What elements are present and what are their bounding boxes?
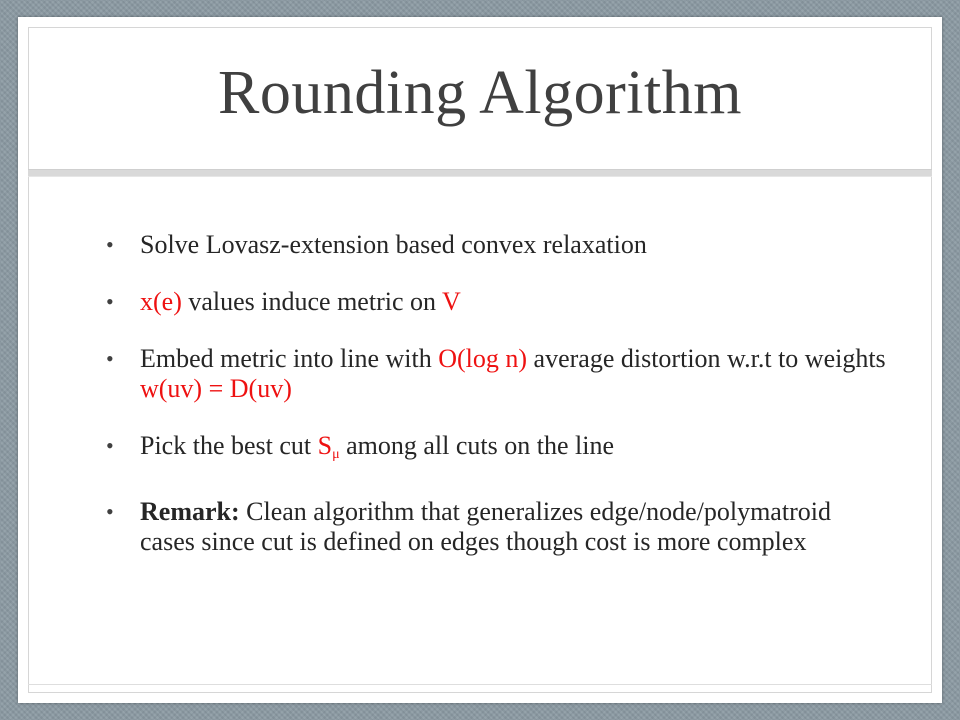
bullet-2-text: values induce metric on	[181, 287, 443, 316]
bullet-5-text: Clean algorithm that generalizes edge/node/polymatroid cases since cut is defined on edges though cost is more complex	[140, 497, 831, 556]
bullet-3-text-b: average distortion w.r.t to weights	[527, 344, 886, 373]
bullet-list	[106, 230, 886, 584]
slide-title: Rounding Algorithm	[218, 58, 742, 127]
slide	[18, 17, 942, 703]
bullet-5-remark: Remark:	[140, 497, 240, 526]
title-divider	[28, 169, 932, 177]
title-area	[18, 17, 942, 169]
bullet-dot-icon: •	[106, 499, 114, 524]
bullet-item-2	[106, 287, 886, 317]
bullet-item-5	[106, 497, 886, 557]
bullet-dot-icon: •	[106, 232, 114, 257]
bullet-dot-icon: •	[106, 289, 114, 314]
bottom-divider	[28, 684, 932, 685]
bullet-item-4	[106, 431, 886, 470]
bullet-4-text-a: Pick the best cut	[140, 431, 318, 460]
bullet-2-v: V	[442, 287, 461, 316]
bullet-item-3	[106, 344, 886, 404]
bullet-dot-icon: •	[106, 433, 114, 458]
bullet-3-ologn: O(log n)	[438, 344, 528, 373]
bullet-3-weights: w(uv) = D(uv)	[140, 374, 292, 403]
bullet-4-text-b: among all cuts on the line	[339, 431, 615, 460]
bullet-1-text: Solve Lovasz-extension based convex relaxation	[140, 230, 647, 259]
bullet-dot-icon: •	[106, 346, 114, 371]
bullet-4-s: S	[317, 431, 333, 460]
bullet-4-s-subscript: μ	[332, 447, 340, 462]
bullet-3-text-a: Embed metric into line with	[140, 344, 439, 373]
bullet-item-1	[106, 230, 886, 260]
bullet-2-xe: x(e)	[140, 287, 182, 316]
